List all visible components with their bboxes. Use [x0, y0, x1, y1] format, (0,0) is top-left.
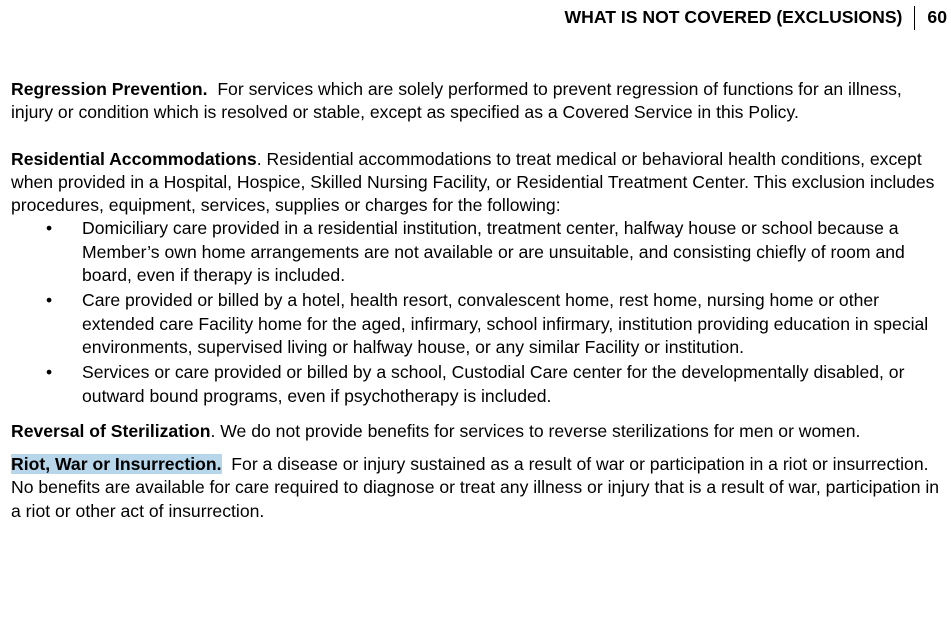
- reversal-of-sterilization-term: Reversal of Sterilization: [11, 420, 211, 441]
- bullet-icon: •: [46, 290, 53, 311]
- spacer: [11, 410, 943, 420]
- list-item: [11, 361, 943, 408]
- list-item: [11, 217, 943, 287]
- residential-exclusions-list: [11, 217, 943, 407]
- regression-prevention-term: Regression Prevention.: [11, 79, 208, 99]
- header-divider: [914, 6, 915, 30]
- list-item: [11, 289, 943, 359]
- riot-war-insurrection-text: For a disease or injury sustained as a result of war or participation in a riot or insurrection. No benefits are available for care required to diagnose or treat any illness or injury that is a result of war, participation in a riot or other act of insurrection.: [11, 454, 940, 521]
- section-title: WHAT IS NOT COVERED (EXCLUSIONS): [564, 7, 903, 28]
- residential-accommodations-text: . Residential accommodations to treat medical or behavioral health conditions, except when provided in a Hospital, Hospice, Skilled Nursing Facility, or Residential Treatment Center. This exclusion includes procedures, equipment, services, supplies or charges for the following:: [11, 148, 935, 216]
- page-number: 60: [927, 7, 947, 28]
- reversal-of-sterilization-paragraph: [11, 420, 943, 443]
- spacer: [11, 443, 943, 453]
- list-item-text: Care provided or billed by a hotel, health resort, convalescent home, rest home, nursing home or other extended care Facility home for the aged, infirmary, school infirmary, institution providing education in special environments, supervised living or halfway house, or any similar Facility or institution.: [82, 290, 929, 357]
- bullet-icon: •: [46, 218, 53, 239]
- list-item-text: Services or care provided or billed by a school, Custodial Care center for the developmentally disabled, or outward bound programs, even if psychotherapy is included.: [82, 362, 905, 406]
- residential-accommodations-term: Residential Accommodations: [11, 148, 257, 169]
- reversal-of-sterilization-text: . We do not provide benefits for services to reverse sterilizations for men or women.: [210, 420, 861, 441]
- riot-war-insurrection-term: Riot, War or Insurrection.: [11, 454, 222, 475]
- bullet-icon: •: [46, 362, 53, 383]
- spacer: [11, 125, 943, 148]
- list-item-text: Domiciliary care provided in a residential institution, treatment center, halfway house or school because a Member’s own home arrangements are not available or are unsuitable, and consisting chiefly of room and board, even if therapy is included.: [82, 218, 905, 286]
- riot-war-insurrection-paragraph: [11, 453, 943, 523]
- regression-prevention-text: For services which are solely performed to prevent regression of functions for an illness, injury or condition which is resolved or stable, except as specified as a Covered Service in this Policy.: [11, 79, 902, 123]
- page-header: [565, 6, 947, 30]
- residential-accommodations-paragraph: [11, 148, 943, 218]
- document-body: [11, 78, 943, 523]
- regression-prevention-paragraph: [11, 78, 943, 125]
